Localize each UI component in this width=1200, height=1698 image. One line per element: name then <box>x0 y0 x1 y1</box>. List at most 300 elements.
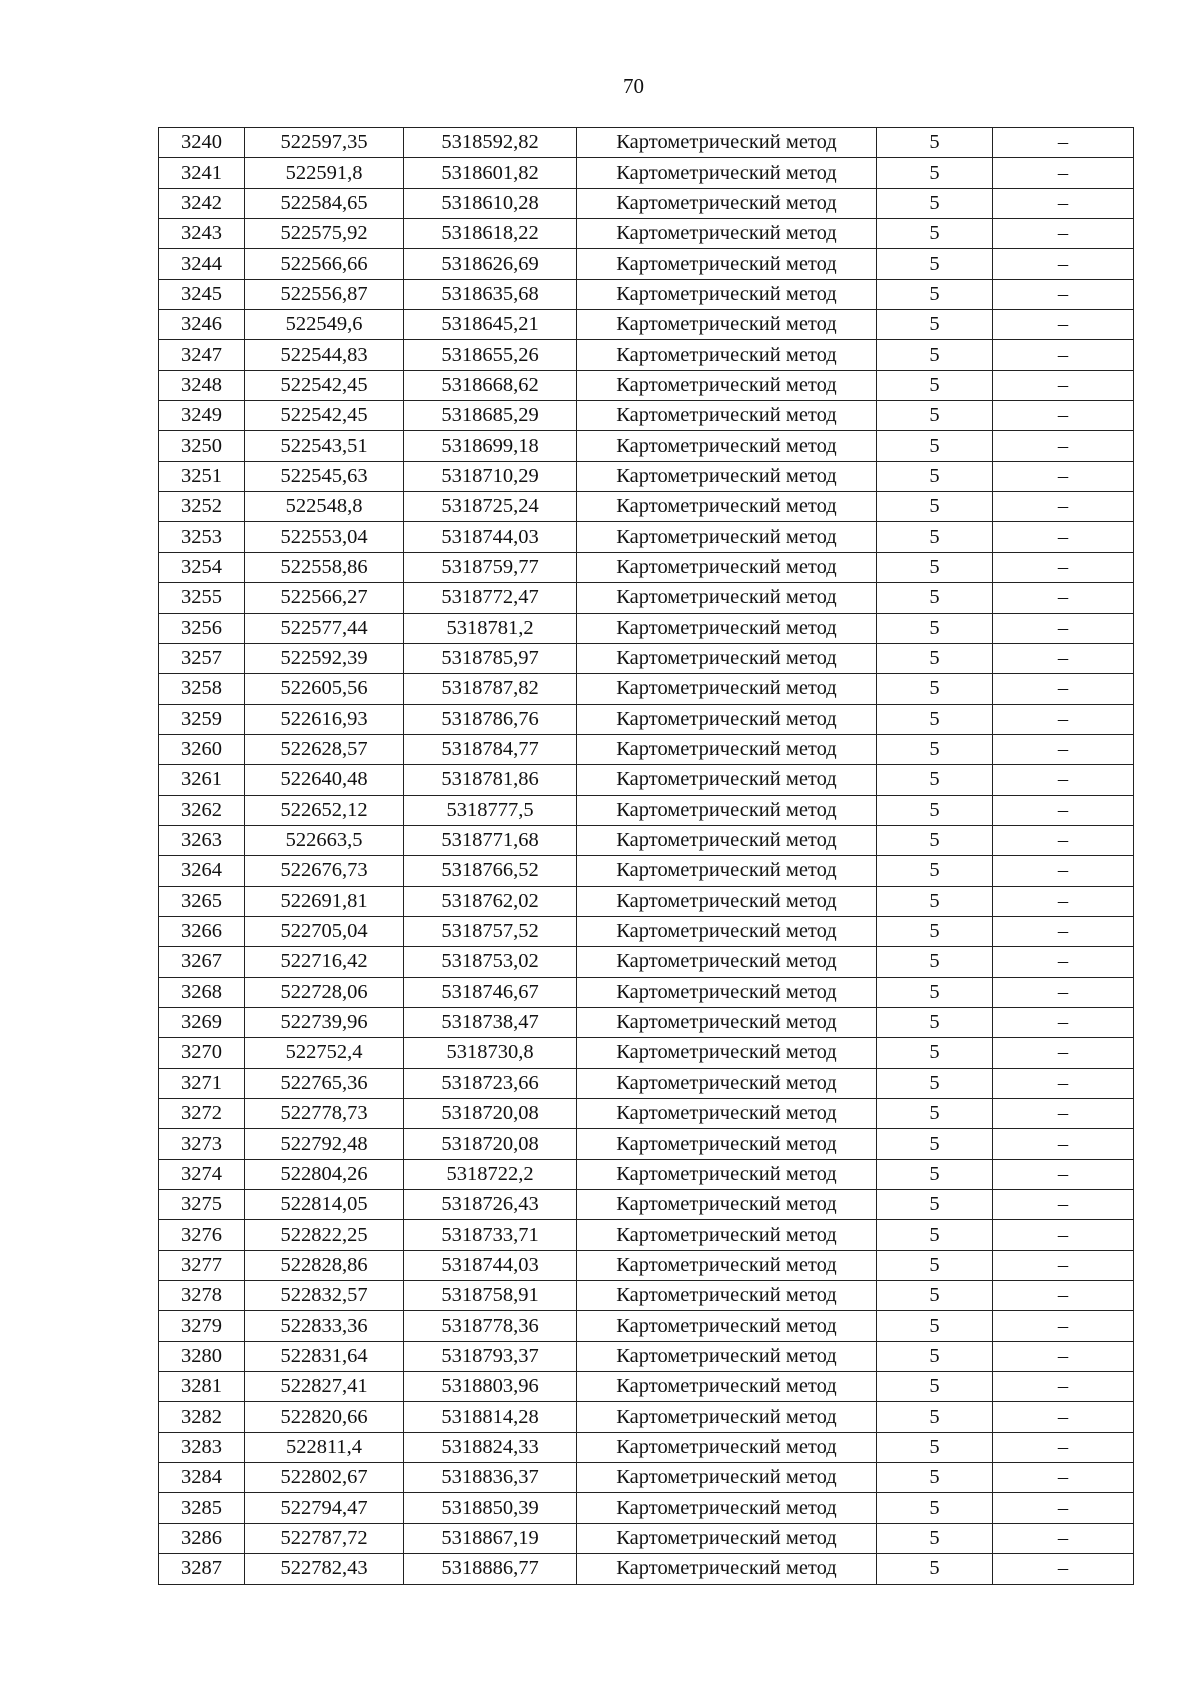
point-number-cell: 3250 <box>159 431 245 461</box>
point-number-cell: 3244 <box>159 249 245 279</box>
error-cell: 5 <box>877 856 993 886</box>
error-cell: 5 <box>877 1493 993 1523</box>
method-cell: Картометрический метод <box>577 1281 877 1311</box>
error-cell: 5 <box>877 1281 993 1311</box>
table-row <box>159 765 1134 795</box>
dash-cell: – <box>993 1432 1134 1462</box>
error-cell: 5 <box>877 613 993 643</box>
method-cell: Картометрический метод <box>577 340 877 370</box>
error-cell: 5 <box>877 977 993 1007</box>
error-cell: 5 <box>877 188 993 218</box>
point-number-cell: 3263 <box>159 825 245 855</box>
method-cell: Картометрический метод <box>577 947 877 977</box>
error-cell: 5 <box>877 1220 993 1250</box>
dash-cell: – <box>993 340 1134 370</box>
table-row <box>159 977 1134 1007</box>
y-coordinate-cell: 5318626,69 <box>404 249 577 279</box>
dash-cell: – <box>993 1250 1134 1280</box>
error-cell: 5 <box>877 1463 993 1493</box>
point-number-cell: 3253 <box>159 522 245 552</box>
y-coordinate-cell: 5318781,86 <box>404 765 577 795</box>
dash-cell: – <box>993 522 1134 552</box>
dash-cell: – <box>993 188 1134 218</box>
method-cell: Картометрический метод <box>577 1341 877 1371</box>
table-row <box>159 947 1134 977</box>
coordinates-table <box>158 127 1134 1585</box>
x-coordinate-cell: 522705,04 <box>245 916 404 946</box>
method-cell: Картометрический метод <box>577 1038 877 1068</box>
error-cell: 5 <box>877 1007 993 1037</box>
method-cell: Картометрический метод <box>577 1068 877 1098</box>
y-coordinate-cell: 5318785,97 <box>404 643 577 673</box>
table-row <box>159 158 1134 188</box>
table-row <box>159 431 1134 461</box>
table-row <box>159 1432 1134 1462</box>
method-cell: Картометрический метод <box>577 370 877 400</box>
y-coordinate-cell: 5318592,82 <box>404 128 577 158</box>
table-row <box>159 249 1134 279</box>
x-coordinate-cell: 522543,51 <box>245 431 404 461</box>
table-row <box>159 1493 1134 1523</box>
error-cell: 5 <box>877 795 993 825</box>
point-number-cell: 3280 <box>159 1341 245 1371</box>
x-coordinate-cell: 522556,87 <box>245 279 404 309</box>
dash-cell: – <box>993 1523 1134 1553</box>
table-row <box>159 856 1134 886</box>
point-number-cell: 3274 <box>159 1159 245 1189</box>
dash-cell: – <box>993 977 1134 1007</box>
error-cell: 5 <box>877 1099 993 1129</box>
x-coordinate-cell: 522778,73 <box>245 1099 404 1129</box>
method-cell: Картометрический метод <box>577 704 877 734</box>
table-row <box>159 1311 1134 1341</box>
dash-cell: – <box>993 583 1134 613</box>
table-row <box>159 1523 1134 1553</box>
error-cell: 5 <box>877 279 993 309</box>
method-cell: Картометрический метод <box>577 765 877 795</box>
table-row <box>159 1402 1134 1432</box>
y-coordinate-cell: 5318793,37 <box>404 1341 577 1371</box>
table-row <box>159 1129 1134 1159</box>
x-coordinate-cell: 522542,45 <box>245 370 404 400</box>
table-row <box>159 310 1134 340</box>
x-coordinate-cell: 522728,06 <box>245 977 404 1007</box>
point-number-cell: 3270 <box>159 1038 245 1068</box>
error-cell: 5 <box>877 461 993 491</box>
point-number-cell: 3275 <box>159 1190 245 1220</box>
point-number-cell: 3256 <box>159 613 245 643</box>
table-row <box>159 1220 1134 1250</box>
x-coordinate-cell: 522794,47 <box>245 1493 404 1523</box>
table-row <box>159 279 1134 309</box>
dash-cell: – <box>993 1099 1134 1129</box>
table-row <box>159 461 1134 491</box>
y-coordinate-cell: 5318722,2 <box>404 1159 577 1189</box>
dash-cell: – <box>993 674 1134 704</box>
x-coordinate-cell: 522822,25 <box>245 1220 404 1250</box>
x-coordinate-cell: 522802,67 <box>245 1463 404 1493</box>
dash-cell: – <box>993 856 1134 886</box>
table-row <box>159 886 1134 916</box>
error-cell: 5 <box>877 643 993 673</box>
method-cell: Картометрический метод <box>577 1007 877 1037</box>
x-coordinate-cell: 522616,93 <box>245 704 404 734</box>
x-coordinate-cell: 522765,36 <box>245 1068 404 1098</box>
dash-cell: – <box>993 765 1134 795</box>
x-coordinate-cell: 522827,41 <box>245 1372 404 1402</box>
point-number-cell: 3252 <box>159 492 245 522</box>
table-row <box>159 1463 1134 1493</box>
point-number-cell: 3262 <box>159 795 245 825</box>
table-row <box>159 734 1134 764</box>
error-cell: 5 <box>877 522 993 552</box>
page-number: 70 <box>623 74 644 98</box>
y-coordinate-cell: 5318746,67 <box>404 977 577 1007</box>
x-coordinate-cell: 522811,4 <box>245 1432 404 1462</box>
method-cell: Картометрический метод <box>577 1250 877 1280</box>
dash-cell: – <box>993 916 1134 946</box>
method-cell: Картометрический метод <box>577 310 877 340</box>
y-coordinate-cell: 5318610,28 <box>404 188 577 218</box>
point-number-cell: 3249 <box>159 401 245 431</box>
point-number-cell: 3273 <box>159 1129 245 1159</box>
dash-cell: – <box>993 1220 1134 1250</box>
dash-cell: – <box>993 1372 1134 1402</box>
y-coordinate-cell: 5318771,68 <box>404 825 577 855</box>
y-coordinate-cell: 5318867,19 <box>404 1523 577 1553</box>
x-coordinate-cell: 522566,66 <box>245 249 404 279</box>
method-cell: Картометрический метод <box>577 188 877 218</box>
y-coordinate-cell: 5318757,52 <box>404 916 577 946</box>
method-cell: Картометрический метод <box>577 1372 877 1402</box>
point-number-cell: 3255 <box>159 583 245 613</box>
table-row <box>159 1554 1134 1584</box>
y-coordinate-cell: 5318699,18 <box>404 431 577 461</box>
error-cell: 5 <box>877 310 993 340</box>
point-number-cell: 3278 <box>159 1281 245 1311</box>
y-coordinate-cell: 5318601,82 <box>404 158 577 188</box>
x-coordinate-cell: 522605,56 <box>245 674 404 704</box>
method-cell: Картометрический метод <box>577 674 877 704</box>
error-cell: 5 <box>877 1372 993 1402</box>
method-cell: Картометрический метод <box>577 1311 877 1341</box>
table-row <box>159 643 1134 673</box>
y-coordinate-cell: 5318766,52 <box>404 856 577 886</box>
table-row <box>159 613 1134 643</box>
x-coordinate-cell: 522549,6 <box>245 310 404 340</box>
point-number-cell: 3265 <box>159 886 245 916</box>
y-coordinate-cell: 5318772,47 <box>404 583 577 613</box>
table-row <box>159 674 1134 704</box>
method-cell: Картометрический метод <box>577 916 877 946</box>
y-coordinate-cell: 5318738,47 <box>404 1007 577 1037</box>
error-cell: 5 <box>877 128 993 158</box>
error-cell: 5 <box>877 734 993 764</box>
error-cell: 5 <box>877 583 993 613</box>
table-row <box>159 1007 1134 1037</box>
error-cell: 5 <box>877 1129 993 1159</box>
method-cell: Картометрический метод <box>577 856 877 886</box>
x-coordinate-cell: 522787,72 <box>245 1523 404 1553</box>
x-coordinate-cell: 522831,64 <box>245 1341 404 1371</box>
y-coordinate-cell: 5318720,08 <box>404 1099 577 1129</box>
point-number-cell: 3247 <box>159 340 245 370</box>
method-cell: Картометрический метод <box>577 461 877 491</box>
error-cell: 5 <box>877 431 993 461</box>
dash-cell: – <box>993 643 1134 673</box>
point-number-cell: 3245 <box>159 279 245 309</box>
table-row <box>159 916 1134 946</box>
dash-cell: – <box>993 310 1134 340</box>
point-number-cell: 3251 <box>159 461 245 491</box>
method-cell: Картометрический метод <box>577 158 877 188</box>
table-row <box>159 1372 1134 1402</box>
method-cell: Картометрический метод <box>577 1220 877 1250</box>
error-cell: 5 <box>877 492 993 522</box>
error-cell: 5 <box>877 1402 993 1432</box>
dash-cell: – <box>993 1129 1134 1159</box>
y-coordinate-cell: 5318730,8 <box>404 1038 577 1068</box>
table-row <box>159 128 1134 158</box>
point-number-cell: 3243 <box>159 219 245 249</box>
dash-cell: – <box>993 1281 1134 1311</box>
method-cell: Картометрический метод <box>577 886 877 916</box>
y-coordinate-cell: 5318710,29 <box>404 461 577 491</box>
y-coordinate-cell: 5318744,03 <box>404 1250 577 1280</box>
dash-cell: – <box>993 734 1134 764</box>
x-coordinate-cell: 522544,83 <box>245 340 404 370</box>
method-cell: Картометрический метод <box>577 583 877 613</box>
point-number-cell: 3259 <box>159 704 245 734</box>
dash-cell: – <box>993 552 1134 582</box>
method-cell: Картометрический метод <box>577 643 877 673</box>
error-cell: 5 <box>877 825 993 855</box>
table-row <box>159 188 1134 218</box>
y-coordinate-cell: 5318723,66 <box>404 1068 577 1098</box>
y-coordinate-cell: 5318762,02 <box>404 886 577 916</box>
x-coordinate-cell: 522640,48 <box>245 765 404 795</box>
x-coordinate-cell: 522592,39 <box>245 643 404 673</box>
y-coordinate-cell: 5318720,08 <box>404 1129 577 1159</box>
y-coordinate-cell: 5318886,77 <box>404 1554 577 1584</box>
point-number-cell: 3260 <box>159 734 245 764</box>
point-number-cell: 3267 <box>159 947 245 977</box>
y-coordinate-cell: 5318655,26 <box>404 340 577 370</box>
method-cell: Картометрический метод <box>577 1099 877 1129</box>
dash-cell: – <box>993 1190 1134 1220</box>
x-coordinate-cell: 522792,48 <box>245 1129 404 1159</box>
method-cell: Картометрический метод <box>577 552 877 582</box>
error-cell: 5 <box>877 1068 993 1098</box>
table-row <box>159 1159 1134 1189</box>
x-coordinate-cell: 522566,27 <box>245 583 404 613</box>
x-coordinate-cell: 522628,57 <box>245 734 404 764</box>
error-cell: 5 <box>877 219 993 249</box>
y-coordinate-cell: 5318781,2 <box>404 613 577 643</box>
method-cell: Картометрический метод <box>577 734 877 764</box>
method-cell: Картометрический метод <box>577 795 877 825</box>
x-coordinate-cell: 522652,12 <box>245 795 404 825</box>
y-coordinate-cell: 5318803,96 <box>404 1372 577 1402</box>
point-number-cell: 3282 <box>159 1402 245 1432</box>
dash-cell: – <box>993 1493 1134 1523</box>
error-cell: 5 <box>877 886 993 916</box>
point-number-cell: 3254 <box>159 552 245 582</box>
x-coordinate-cell: 522716,42 <box>245 947 404 977</box>
dash-cell: – <box>993 461 1134 491</box>
point-number-cell: 3240 <box>159 128 245 158</box>
error-cell: 5 <box>877 1038 993 1068</box>
dash-cell: – <box>993 219 1134 249</box>
x-coordinate-cell: 522663,5 <box>245 825 404 855</box>
y-coordinate-cell: 5318778,36 <box>404 1311 577 1341</box>
y-coordinate-cell: 5318758,91 <box>404 1281 577 1311</box>
table-row <box>159 370 1134 400</box>
x-coordinate-cell: 522558,86 <box>245 552 404 582</box>
error-cell: 5 <box>877 158 993 188</box>
point-number-cell: 3279 <box>159 1311 245 1341</box>
point-number-cell: 3241 <box>159 158 245 188</box>
point-number-cell: 3287 <box>159 1554 245 1584</box>
error-cell: 5 <box>877 552 993 582</box>
x-coordinate-cell: 522782,43 <box>245 1554 404 1584</box>
method-cell: Картометрический метод <box>577 1493 877 1523</box>
dash-cell: – <box>993 1311 1134 1341</box>
table-row <box>159 340 1134 370</box>
x-coordinate-cell: 522804,26 <box>245 1159 404 1189</box>
method-cell: Картометрический метод <box>577 1402 877 1432</box>
table-row <box>159 1038 1134 1068</box>
point-number-cell: 3285 <box>159 1493 245 1523</box>
y-coordinate-cell: 5318725,24 <box>404 492 577 522</box>
error-cell: 5 <box>877 947 993 977</box>
x-coordinate-cell: 522814,05 <box>245 1190 404 1220</box>
point-number-cell: 3272 <box>159 1099 245 1129</box>
point-number-cell: 3264 <box>159 856 245 886</box>
method-cell: Картометрический метод <box>577 401 877 431</box>
y-coordinate-cell: 5318733,71 <box>404 1220 577 1250</box>
y-coordinate-cell: 5318744,03 <box>404 522 577 552</box>
error-cell: 5 <box>877 1311 993 1341</box>
error-cell: 5 <box>877 1159 993 1189</box>
x-coordinate-cell: 522542,45 <box>245 401 404 431</box>
method-cell: Картометрический метод <box>577 1159 877 1189</box>
dash-cell: – <box>993 1554 1134 1584</box>
y-coordinate-cell: 5318836,37 <box>404 1463 577 1493</box>
y-coordinate-cell: 5318784,77 <box>404 734 577 764</box>
x-coordinate-cell: 522691,81 <box>245 886 404 916</box>
error-cell: 5 <box>877 1554 993 1584</box>
y-coordinate-cell: 5318685,29 <box>404 401 577 431</box>
table-row <box>159 1250 1134 1280</box>
y-coordinate-cell: 5318668,62 <box>404 370 577 400</box>
dash-cell: – <box>993 1341 1134 1371</box>
method-cell: Картометрический метод <box>577 1554 877 1584</box>
dash-cell: – <box>993 1402 1134 1432</box>
point-number-cell: 3284 <box>159 1463 245 1493</box>
error-cell: 5 <box>877 1523 993 1553</box>
error-cell: 5 <box>877 1190 993 1220</box>
point-number-cell: 3266 <box>159 916 245 946</box>
dash-cell: – <box>993 704 1134 734</box>
method-cell: Картометрический метод <box>577 1463 877 1493</box>
table-row <box>159 492 1134 522</box>
x-coordinate-cell: 522597,35 <box>245 128 404 158</box>
error-cell: 5 <box>877 1250 993 1280</box>
x-coordinate-cell: 522739,96 <box>245 1007 404 1037</box>
dash-cell: – <box>993 158 1134 188</box>
point-number-cell: 3246 <box>159 310 245 340</box>
error-cell: 5 <box>877 916 993 946</box>
table-row <box>159 552 1134 582</box>
table-row <box>159 1099 1134 1129</box>
x-coordinate-cell: 522676,73 <box>245 856 404 886</box>
point-number-cell: 3261 <box>159 765 245 795</box>
dash-cell: – <box>993 128 1134 158</box>
y-coordinate-cell: 5318850,39 <box>404 1493 577 1523</box>
method-cell: Картометрический метод <box>577 977 877 1007</box>
x-coordinate-cell: 522575,92 <box>245 219 404 249</box>
table-row <box>159 795 1134 825</box>
dash-cell: – <box>993 947 1134 977</box>
error-cell: 5 <box>877 340 993 370</box>
dash-cell: – <box>993 613 1134 643</box>
dash-cell: – <box>993 492 1134 522</box>
dash-cell: – <box>993 279 1134 309</box>
point-number-cell: 3276 <box>159 1220 245 1250</box>
dash-cell: – <box>993 825 1134 855</box>
table-row <box>159 1281 1134 1311</box>
x-coordinate-cell: 522752,4 <box>245 1038 404 1068</box>
point-number-cell: 3286 <box>159 1523 245 1553</box>
method-cell: Картометрический метод <box>577 613 877 643</box>
method-cell: Картометрический метод <box>577 219 877 249</box>
error-cell: 5 <box>877 1432 993 1462</box>
dash-cell: – <box>993 249 1134 279</box>
y-coordinate-cell: 5318814,28 <box>404 1402 577 1432</box>
error-cell: 5 <box>877 370 993 400</box>
point-number-cell: 3248 <box>159 370 245 400</box>
error-cell: 5 <box>877 704 993 734</box>
point-number-cell: 3283 <box>159 1432 245 1462</box>
method-cell: Картометрический метод <box>577 1129 877 1159</box>
point-number-cell: 3277 <box>159 1250 245 1280</box>
x-coordinate-cell: 522553,04 <box>245 522 404 552</box>
table-row <box>159 1068 1134 1098</box>
y-coordinate-cell: 5318777,5 <box>404 795 577 825</box>
method-cell: Картометрический метод <box>577 492 877 522</box>
x-coordinate-cell: 522832,57 <box>245 1281 404 1311</box>
dash-cell: – <box>993 886 1134 916</box>
point-number-cell: 3269 <box>159 1007 245 1037</box>
y-coordinate-cell: 5318753,02 <box>404 947 577 977</box>
dash-cell: – <box>993 401 1134 431</box>
dash-cell: – <box>993 1159 1134 1189</box>
table-row <box>159 1190 1134 1220</box>
method-cell: Картометрический метод <box>577 1523 877 1553</box>
x-coordinate-cell: 522820,66 <box>245 1402 404 1432</box>
method-cell: Картометрический метод <box>577 1432 877 1462</box>
y-coordinate-cell: 5318635,68 <box>404 279 577 309</box>
table-row <box>159 704 1134 734</box>
point-number-cell: 3258 <box>159 674 245 704</box>
x-coordinate-cell: 522591,8 <box>245 158 404 188</box>
method-cell: Картометрический метод <box>577 249 877 279</box>
method-cell: Картометрический метод <box>577 431 877 461</box>
dash-cell: – <box>993 370 1134 400</box>
y-coordinate-cell: 5318824,33 <box>404 1432 577 1462</box>
x-coordinate-cell: 522584,65 <box>245 188 404 218</box>
